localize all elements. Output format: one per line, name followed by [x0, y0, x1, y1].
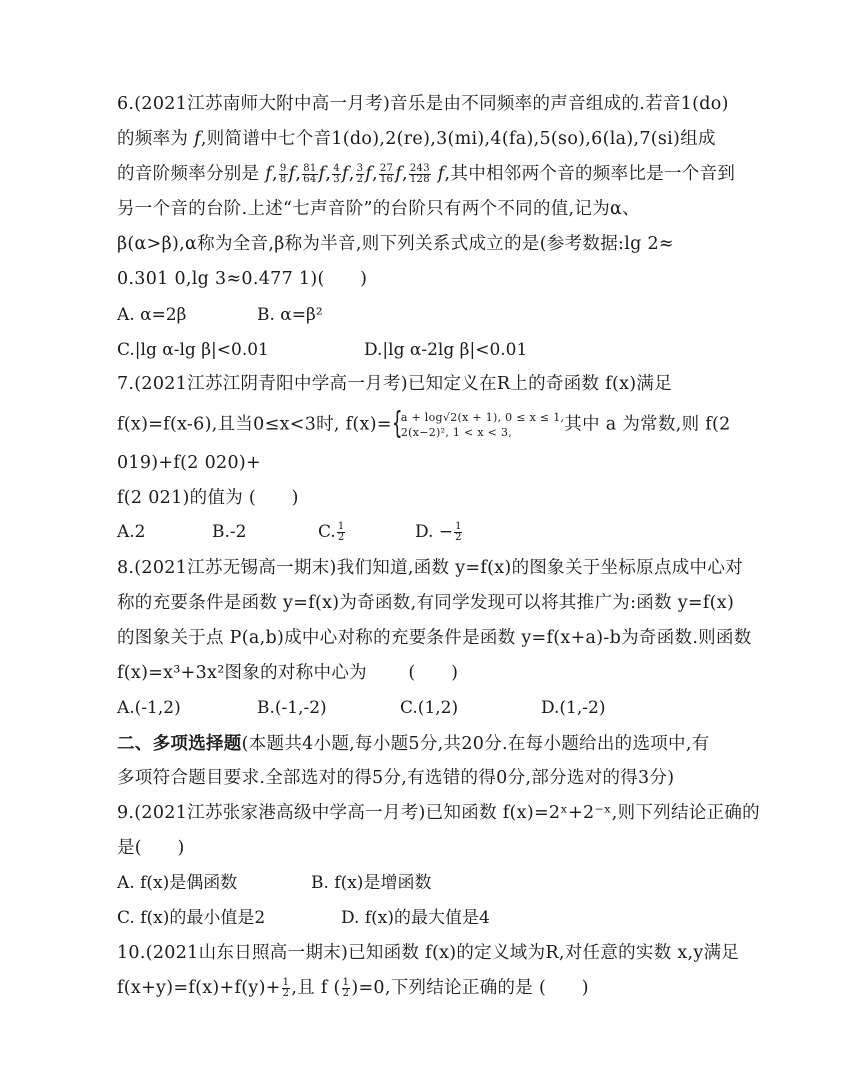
q10-line-2: f(x+y)=f(x)+f(y)+ $\frac{1}{2}$ ,且 f ( $\frac{1}{2}$ )=0,下列结论正确的是 ( ): [117, 977, 589, 999]
q7-option-c[interactable]: C. $\frac{1}{2}$: [318, 521, 345, 543]
fraction: $\frac{1}{2}$: [342, 977, 350, 999]
q7-line-1: 7.(2021江苏江阴青阳中学高一月考)已知定义在R上的奇函数 f(x)满足: [117, 374, 673, 394]
section-2-line-2: 多项符合题目要求.全部选对的得5分,有选错的得0分,部分选对的得3分): [117, 768, 675, 788]
q9-option-c[interactable]: C. f(x)的最小值是2: [117, 908, 266, 928]
q9-option-b[interactable]: B. f(x)是增函数: [311, 873, 432, 893]
q8-option-d[interactable]: D.(1,-2): [541, 698, 606, 718]
q7-line-4: f(2 021)的值为 ( ): [117, 488, 299, 508]
q10-line-1: 10.(2021山东日照高一期末)已知函数 f(x)的定义域为R,对任意的实数 x,y满足: [117, 943, 740, 963]
fraction: $\frac{1}{2}$: [455, 521, 462, 543]
q9-line-2: 是( ): [117, 838, 185, 858]
q6-line-6: 0.301 0,lg 3≈0.477 1)( ): [117, 269, 368, 289]
q8-option-c[interactable]: C.(1,2): [400, 698, 459, 718]
q6-line-5: β(α>β),α称为全音,β称为半音,则下列关系式成立的是(参考数据:lg 2≈: [117, 234, 674, 254]
fraction: $\frac{243}{128}$: [409, 163, 430, 185]
q6-line-4: 另一个音的台阶.上述“七声音阶”的台阶只有两个不同的值,记为α、: [117, 199, 640, 219]
q6-option-a[interactable]: A. α=2β: [117, 305, 187, 325]
q8-line-1: 8.(2021江苏无锡高一期末)我们知道,函数 y=f(x)的图象关于坐标原点成中心对: [117, 558, 743, 578]
fraction: $\frac{27}{16}$: [379, 163, 394, 185]
q7-option-a[interactable]: A.2: [117, 522, 146, 542]
fraction: $\frac{3}{2}$: [356, 163, 364, 185]
section-2-line-1: 二、多项选择题(本题共4小题,每小题5分,共20分.在每小题给出的选项中,有: [117, 734, 710, 754]
q8-line-3: 的图象关于点 P(a,b)成中心对称的充要条件是函数 y=f(x+a)-b为奇函数.则函数: [117, 628, 752, 648]
fraction: $\frac{1}{2}$: [282, 977, 290, 999]
q8-option-a[interactable]: A.(-1,2): [117, 698, 181, 718]
piecewise-function: { a + log√2(x + 1), 0 ≤ x ≤ 1, 2(x−2)², 1 < x < 3,: [391, 406, 565, 441]
q8-line-2: 称的充要条件是函数 y=f(x)为奇函数,有同学发现可以将其推广为:函数 y=f(x): [117, 593, 735, 613]
fraction: $\frac{4}{3}$: [333, 163, 340, 185]
q7-line-2: f(x)=f(x-6),且当0≤x<3时, f(x)= { a + log√2(x + 1), 0 ≤ x ≤ 1, 2(x−2)², 1 < x < 3, 其中 a 为常数,则 f(2: [117, 406, 731, 441]
section-2-title: 二、多项选择题: [117, 734, 242, 754]
q8-option-b[interactable]: B.(-1,-2): [257, 698, 327, 718]
fraction: $\frac{9}{8}$: [279, 163, 287, 185]
q6-option-c[interactable]: C.|lg α-lg β|<0.01: [117, 340, 269, 360]
q8-line-4: f(x)=x³+3x²图象的对称中心为 ( ): [117, 663, 459, 683]
q6-line-2: 的频率为 f,则简谱中七个音1(do),2(re),3(mi),4(fa),5(so),6(la),7(si)组成: [117, 129, 716, 149]
q6-option-d[interactable]: D.|lg α-2lg β|<0.01: [364, 340, 528, 360]
fraction: $\frac{81}{64}$: [303, 163, 317, 185]
q9-line-1: 9.(2021江苏张家港高级中学高一月考)已知函数 f(x)=2ˣ+2⁻ˣ,则下列结论正确的: [117, 803, 760, 823]
q7-line-3: 019)+f(2 020)+: [117, 453, 261, 473]
q7-option-b[interactable]: B.-2: [212, 522, 247, 542]
q9-option-a[interactable]: A. f(x)是偶函数: [117, 873, 238, 893]
q6-line-3: 的音阶频率分别是 f, $\frac{9}{8}$ f, $\frac{81}{64}$ f, $\frac{4}{3}$ f, $\frac{3}{2}$ f, $\frac{27}{16}$ f, $\frac{243}{128}$ f,其中相邻两个音的频率比是一个音到: [117, 163, 736, 185]
q7-option-d[interactable]: D. − $\frac{1}{2}$: [415, 521, 462, 543]
fraction: $\frac{1}{2}$: [337, 521, 345, 543]
q6-option-b[interactable]: B. α=β²: [257, 305, 323, 325]
q6-line-1: 6.(2021江苏南师大附中高一月考)音乐是由不同频率的声音组成的.若音1(do): [117, 94, 729, 114]
q9-option-d[interactable]: D. f(x)的最大值是4: [341, 908, 490, 928]
